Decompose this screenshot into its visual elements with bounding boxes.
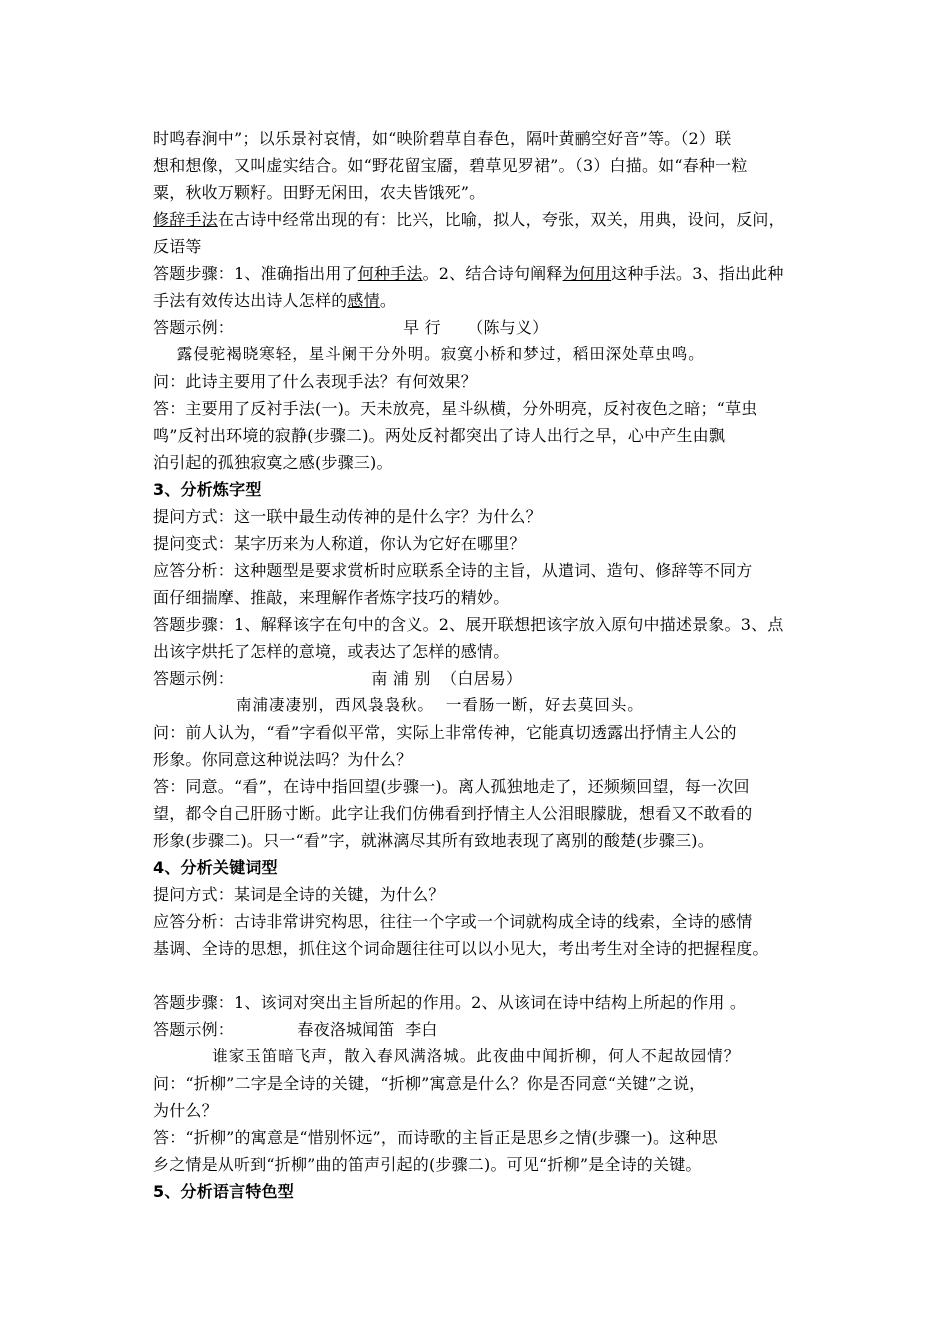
text-line: 答题步骤：1、解释该字在句中的含义。2、展开联想把该字放入原句中描述景象。3、点: [153, 615, 784, 634]
text-line: 问：“折柳”二字是全诗的关键，“折柳”寓意是什么？你是否同意“关键”之说，: [153, 1074, 706, 1093]
text-line: 答：同意。“看”，在诗中指回望(步骤一)。离人孤独地走了，还频频回望，每一次回: [153, 777, 750, 796]
text-line: 乡之情是从听到“折柳”曲的笛声引起的(步骤二)。可见“折柳”是全诗的关键。: [153, 1155, 702, 1174]
text-line: 为什么？: [153, 1101, 218, 1120]
text-line: 修辞手法在古诗中经常出现的有：比兴，比喻，拟人，夸张，双关，用典，设问，反问，: [153, 210, 785, 229]
blank-line: [153, 962, 808, 989]
example-title-line: 答题示例： 春夜洛城闻笛 李白: [153, 1020, 438, 1039]
text-line: 提问变式：某字历来为人称道，你认为它好在哪里？: [153, 534, 526, 553]
text-line: 鸣”反衬出环境的寂静(步骤二)。两处反衬都突出了诗人出行之早，心中产生由飘: [153, 426, 726, 445]
example-title-line: 答题示例： 早 行 （陈与义）: [153, 318, 549, 337]
text-line: 问：此诗主要用了什么表现手法？有何效果？: [153, 372, 478, 391]
text-line: 反语等: [153, 237, 202, 256]
section-heading: 5、分析语言特色型: [153, 1182, 294, 1201]
text-line: 应答分析：这种题型是要求赏析时应联系全诗的主旨，从遣词、造句、修辞等不同方: [153, 561, 753, 580]
section-heading: 4、分析关键词型: [153, 858, 278, 877]
poem-line: 露侵驼褐晓寒轻，星斗阑干分外明。寂寞小桥和梦过，稻田深处草虫鸣。: [153, 345, 705, 363]
text-line: 答题步骤：1、准确指出用了何种手法。2、结合诗句阐释为何用这种手法。3、指出此种: [153, 264, 784, 283]
text-line: 出该字烘托了怎样的意境，或表达了怎样的感情。: [153, 642, 510, 661]
section-heading: 3、分析炼字型: [153, 480, 262, 499]
text-line: 形象。你同意这种说法吗？为什么？: [153, 750, 413, 769]
text-line: 粟，秋收万颗籽。田野无闲田，农夫皆饿死”。: [153, 183, 486, 202]
text-line: 泊引起的孤独寂寞之感(步骤三)。: [153, 453, 393, 472]
text-line: 望，都令自己肝肠寸断。此字让我们仿佛看到抒情主人公泪眼朦胧，想看又不敢看的: [153, 804, 753, 823]
text-line: 提问方式：这一联中最生动传神的是什么字？为什么？: [153, 507, 542, 526]
poem-line: 谁家玉笛暗飞声，散入春风满洛城。此夜曲中闻折柳，何人不起故园情？: [153, 1047, 741, 1065]
document-body: [153, 125, 808, 1205]
text-line: 问：前人认为，“看”字看似平常，实际上非常传神，它能真切透露出抒情主人公的: [153, 723, 737, 742]
text-line: 面仔细揣摩、推敲，来理解作者炼字技巧的精妙。: [153, 588, 510, 607]
text-line: 想和想像，又叫虚实结合。如“野花留宝靥，碧草见罗裙”。（3）白描。如“春种一粒: [153, 156, 748, 175]
text-line: 手法有效传达出诗人怎样的感情。: [153, 291, 397, 310]
text-line: 应答分析：古诗非常讲究构思，往往一个字或一个词就构成全诗的线索，全诗的感情: [153, 912, 753, 931]
poem-line: 南浦凄凄别，西风袅袅秋。 一看肠一断，好去莫回头。: [153, 696, 644, 714]
example-title-line: 答题示例： 南 浦 别 （白居易）: [153, 669, 523, 688]
text-line: 答：主要用了反衬手法(一)。天未放亮，星斗纵横，分外明亮，反衬夜色之暗；“草虫: [153, 399, 758, 418]
text-line: 答：“折柳”的寓意是“惜别怀远”，而诗歌的主旨正是思乡之情(步骤一)。这种思: [153, 1128, 718, 1147]
text-line: 答题步骤：1、该词对突出主旨所起的作用。2、从该词在诗中结构上所起的作用 。: [153, 993, 747, 1012]
text-line: 时鸣春涧中”；以乐景衬哀情，如“映阶碧草自春色，隔叶黄鹂空好音”等。（2）联: [153, 129, 732, 148]
text-line: 基调、全诗的思想，抓住这个词命题往往可以以小见大，考出考生对全诗的把握程度。: [153, 939, 769, 958]
text-line: 形象(步骤二)。只一“看”字，就淋漓尽其所有致地表现了离别的酸楚(步骤三)。: [153, 831, 714, 850]
text-line: 提问方式：某词是全诗的关键，为什么？: [153, 885, 445, 904]
